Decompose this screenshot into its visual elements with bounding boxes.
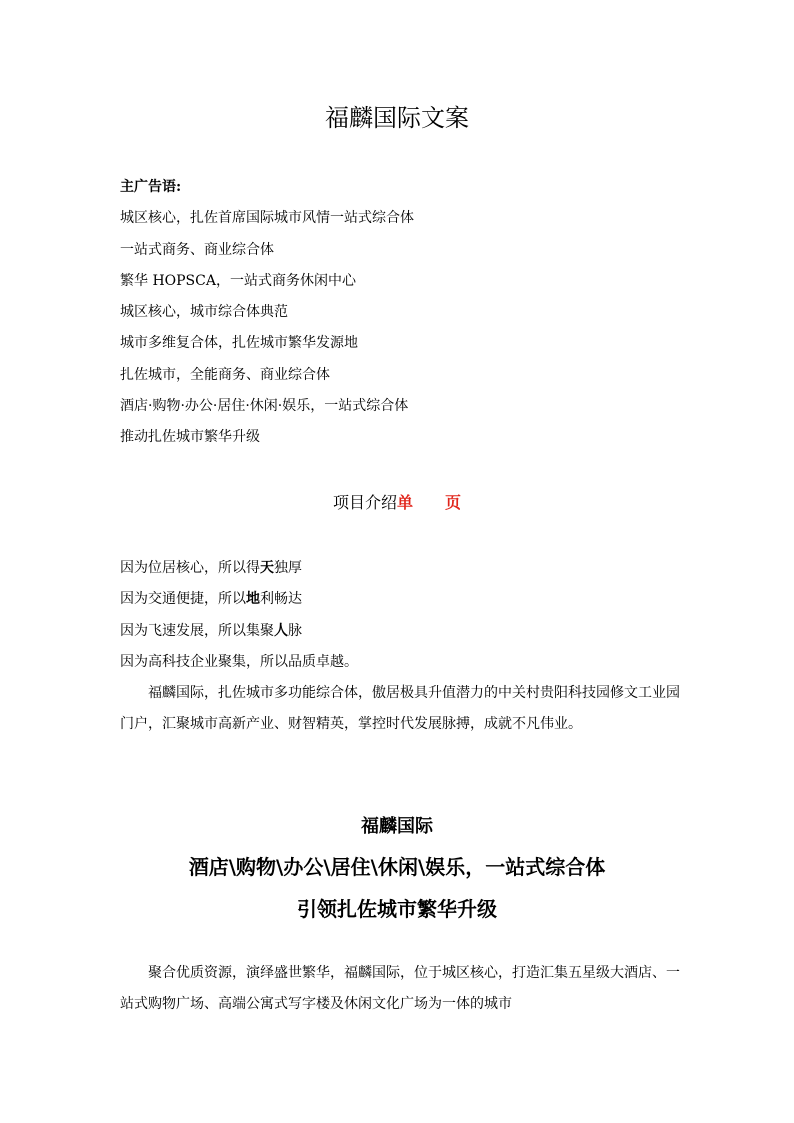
feature-heading-tagline: 引领扎佐城市繁华升级 [297, 897, 497, 921]
slogan-item: 繁华 HOPSCA，一站式商务休闲中心 [120, 272, 356, 289]
slogan-item: 城市多维复合体，扎佐城市繁华发源地 [120, 335, 358, 352]
intro-title-red-char: 单 [396, 493, 413, 512]
slogan-label: 主广告语: [120, 179, 182, 195]
slogan-item: 城区核心，扎佐首席国际城市风情一站式综合体 [120, 210, 414, 227]
slogan-section [120, 172, 680, 454]
slogan-item: 城区核心，城市综合体典范 [120, 304, 288, 321]
feature-paragraph: 聚合优质资源，演绎盛世繁华，福麟国际，位于城区核心，打造汇集五星级大酒店、一站式购物广场、高端公寓式写字楼及休闲文化广场为一体的城市 [120, 965, 680, 1013]
intro-line: 因为飞速发展，所以集聚人脉 [120, 622, 302, 639]
intro-line: 因为交通便捷，所以地利畅达 [120, 591, 302, 608]
intro-section-title [0, 486, 794, 520]
intro-line: 因为位居核心，所以得天独厚 [120, 560, 302, 576]
intro-section [120, 553, 680, 741]
slogan-item: 推动扎佐城市繁华升级 [120, 429, 260, 446]
intro-line: 因为高科技企业聚集，所以品质卓越。 [120, 653, 358, 670]
feature-heading-brand: 福麟国际 [361, 816, 433, 837]
document-title: 福麟国际文案 [325, 104, 469, 132]
intro-title-prefix: 项目介绍 [332, 493, 397, 512]
slogan-item: 扎佐城市，全能商务、商业综合体 [120, 366, 330, 383]
intro-title-red-char: 页 [445, 493, 462, 512]
feature-section [120, 958, 680, 1021]
slogan-item: 酒店·购物·办公·居住·休闲·娱乐，一站式综合体 [120, 398, 409, 415]
intro-paragraph: 福麟国际，扎佐城市多功能综合体，傲居极具升值潜力的中关村贵阳科技园修文工业园门户，汇聚城市高新产业、财智精英，掌控时代发展脉搏，成就不凡伟业。 [120, 685, 680, 733]
slogan-item: 一站式商务、商业综合体 [120, 241, 274, 258]
feature-heading-services: 酒店\购物\办公\居住\休闲\娱乐，一站式综合体 [188, 855, 606, 879]
